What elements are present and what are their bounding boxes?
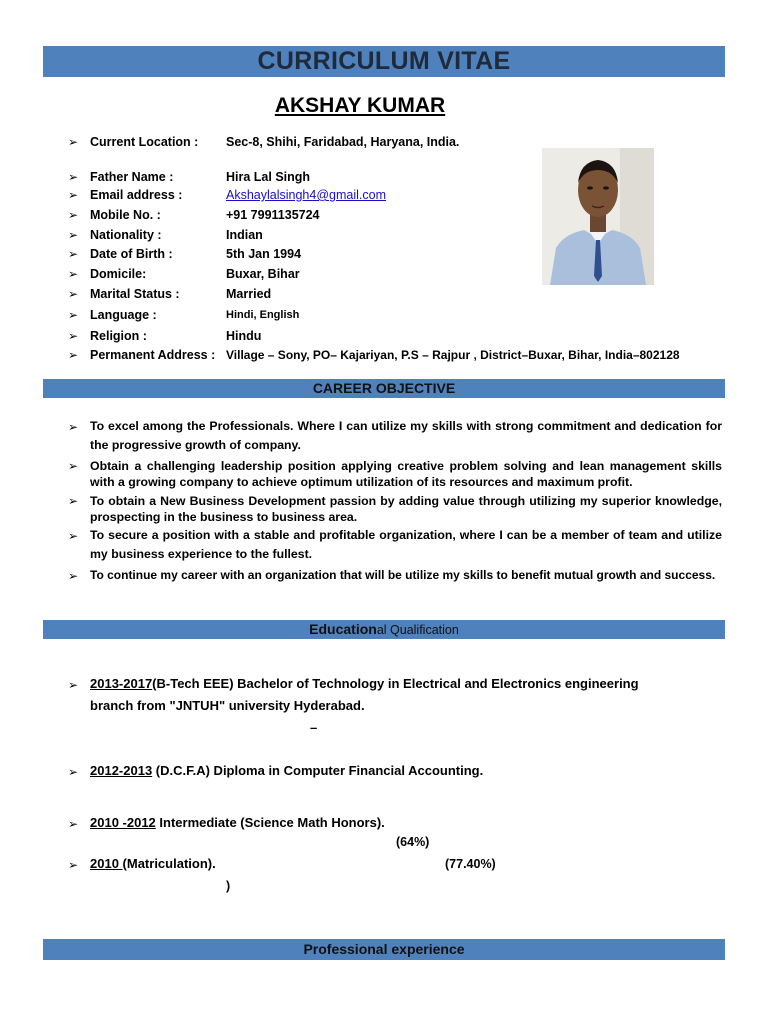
objective-item: To secure a position with a stable and profitable organization, where I can be a member of team and utilize my business experience to the fullest. [90,528,722,561]
profile-photo [542,148,654,285]
education-item [90,853,216,875]
value-date-of-birth: 5th Jan 1994 [226,247,302,261]
education-year: 2012-2013 [90,763,153,778]
cv-title: CURRICULUM VITAE [257,47,511,75]
bullet-icon: ➢ [68,135,79,149]
section-heading-education [309,621,459,637]
value-nationality: Indian [226,228,263,242]
objective-item: To continue my career with an organization that will be utilize my skills to benefit mutual growth and success. [90,568,716,582]
career-objective-bar [43,379,725,398]
education-text: (D.C.F.A) Diploma in Computer Financial Accounting. [152,763,484,778]
bullet-icon: ➢ [68,208,79,222]
label-email: Email address : [90,188,183,202]
education-year: 2013-2017 [90,676,153,691]
bullet-icon: ➢ [68,287,79,301]
bullet-icon: ➢ [68,765,79,779]
label-marital-status: Marital Status : [90,287,180,301]
value-mobile: +91 7991135724 [226,208,320,222]
bullet-icon: ➢ [68,329,79,343]
bullet-icon: ➢ [68,529,79,543]
education-text: (B-Tech EEE) Bachelor of Technology in Electrical and Electronics engineering [152,676,639,691]
education-score: (64%) [396,835,430,849]
education-score: (77.40%) [445,857,496,871]
value-language: Hindi, English [226,309,300,321]
bullet-icon: ➢ [68,569,79,583]
value-religion: Hindu [226,329,262,343]
value-permanent-address: Village – Sony, PO– Kajariyan, P.S – Rajpur , District–Buxar, Bihar, India–802128 [226,348,680,362]
section-heading-career-objective: CAREER OBJECTIVE [312,380,456,396]
objective-item: To obtain a New Business Development passion by adding value through utilizing my superior knowledge, prospecting in the business to business area. [90,494,722,524]
label-domicile: Domicile: [90,267,147,281]
value-father-name: Hira Lal Singh [226,170,311,184]
bullet-icon: ➢ [68,858,79,872]
profile-photo-image [542,148,654,285]
bullet-icon: ➢ [68,170,79,184]
bullet-icon: ➢ [68,267,79,281]
cv-title-bar [43,46,725,77]
label-date-of-birth: Date of Birth : [90,247,173,261]
bullet-icon: ➢ [68,459,79,473]
label-mobile: Mobile No. : [90,208,161,222]
value-marital-status: Married [226,287,272,301]
bullet-icon: ➢ [68,188,79,202]
education-item-line3: – [310,720,318,735]
education-bar [43,620,725,639]
education-extra: ) [226,879,231,893]
bullet-icon: ➢ [68,817,79,831]
education-heading-bold: Education [309,621,377,637]
label-religion: Religion : [90,329,147,343]
objective-item: Obtain a challenging leadership position applying creative problem solving and lean management skills with a growing company to achieve optimum utilization of its resources and maximum profit. [90,459,722,489]
bullet-icon: ➢ [68,308,79,322]
education-heading-rest: al Qualification [376,623,459,637]
education-year: 2010 -2012 [90,815,156,830]
bullet-icon: ➢ [68,678,79,692]
label-father-name: Father Name : [90,170,174,184]
education-item [90,760,483,782]
professional-experience-bar [43,939,725,960]
education-item [90,812,385,834]
label-language: Language : [90,308,157,322]
bullet-icon: ➢ [68,247,79,261]
label-permanent-address: Permanent Address : [90,348,216,362]
education-item [90,673,639,695]
education-year: 2010 [90,856,123,871]
bullet-icon: ➢ [68,494,79,508]
value-current-location: Sec-8, Shihi, Faridabad, Haryana, India. [226,135,460,149]
candidate-name: AKSHAY KUMAR [274,94,446,117]
bullet-icon: ➢ [68,228,79,242]
section-heading-professional-experience: Professional experience [303,941,465,957]
email-link[interactable]: Akshaylalsingh4@gmail.com [226,188,386,202]
bullet-icon: ➢ [68,420,79,434]
education-text: Intermediate (Science Math Honors). [155,815,385,830]
value-domicile: Buxar, Bihar [226,267,300,281]
education-text: (Matriculation). [122,856,216,871]
label-current-location: Current Location : [90,135,199,149]
label-nationality: Nationality : [90,228,162,242]
education-item-line2: branch from "JNTUH" university Hyderabad. [90,698,365,713]
objective-item: To excel among the Professionals. Where I can utilize my skills with strong commitment and dedication for the progressive growth of company. [90,419,722,452]
bullet-icon: ➢ [68,348,79,362]
